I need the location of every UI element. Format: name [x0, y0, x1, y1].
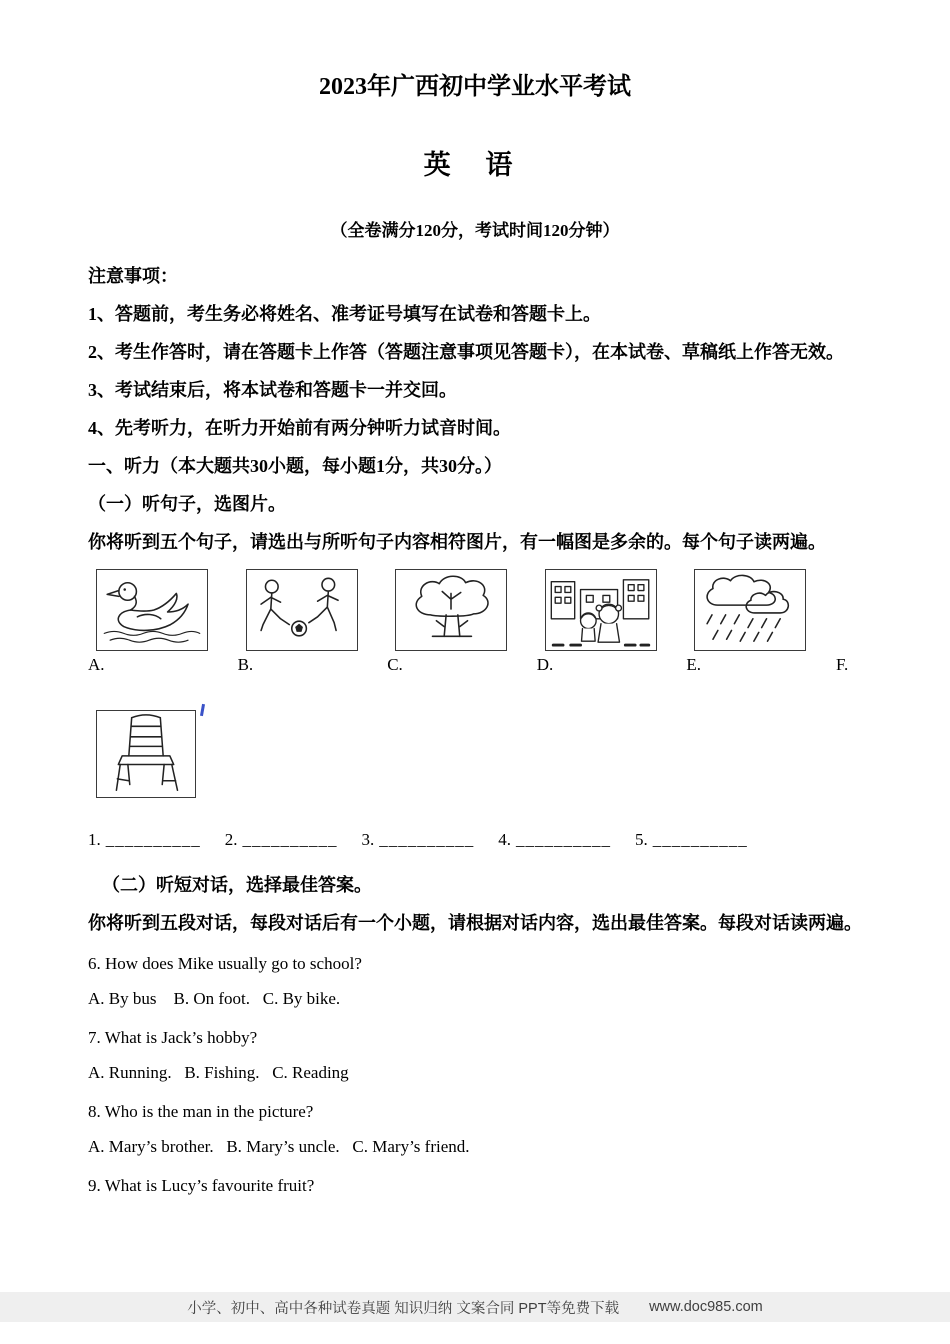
blank-line: __________ [105, 830, 201, 849]
question-6-options: A. By bus B. On foot. C. By bike. [88, 989, 341, 1008]
blank-number: 3. [361, 830, 375, 849]
chair-image [96, 710, 196, 798]
notice-item-4: 4、先考听力，在听力开始前有两分钟听力试音时间。 [88, 418, 511, 438]
part2-heading: （二）听短对话，选择最佳答案。 [102, 875, 372, 895]
exam-info-line: （全卷满分120分，考试时间120分钟） [330, 221, 620, 240]
soccer-kids-icon [248, 572, 356, 648]
footer-url: www.doc985.com [649, 1299, 763, 1315]
picture-option-f-image-wrap [88, 710, 196, 798]
blue-mark-artifact [200, 704, 205, 716]
blank-line: __________ [242, 830, 338, 849]
listening-section-heading: 一、听力（本大题共30小题，每小题1分，共30分。） [88, 456, 502, 476]
tree-image [395, 569, 507, 651]
chair-icon [101, 712, 191, 796]
part2-instruction: 你将听到五段对话，每段对话后有一个小题，请根据对话内容，选出最佳答案。每段对话读两遍。 [88, 913, 862, 933]
picture-option-e-label: E. [686, 655, 702, 674]
answer-blank-5 [635, 830, 748, 850]
part1-instruction: 你将听到五个句子，请选出与所听句子内容相符图片，有一幅图是多余的。每个句子读两遍。 [88, 532, 826, 552]
question-7: 7. What is Jack’s hobby? [88, 1028, 258, 1047]
soccer-kids-image [246, 569, 358, 651]
tree-icon [397, 572, 505, 648]
blank-number: 2. [224, 830, 238, 849]
picture-options-row [88, 569, 862, 676]
blank-number: 5. [635, 830, 648, 849]
question-8: 8. Who is the man in the picture? [88, 1102, 314, 1121]
answer-blank-2 [225, 830, 338, 850]
notice-item-1: 1、答题前，考生务必将姓名、准考证号填写在试卷和答题卡上。 [88, 304, 601, 324]
picture-option-e [686, 569, 804, 676]
answer-blanks-row [88, 830, 862, 850]
notices-heading: 注意事项： [88, 266, 178, 286]
blank-line: __________ [379, 830, 475, 849]
blank-number: 1. [88, 830, 101, 849]
notice-item-3: 3、考试结束后，将本试卷和答题卡一并交回。 [88, 380, 457, 400]
notice-item-2: 2、考生作答时，请在答题卡上作答（答题注意事项见答题卡），在本试卷、草稿纸上作答无效。 [88, 342, 844, 362]
picture-option-f [836, 654, 862, 676]
exam-title: 2023年广西初中学业水平考试 [319, 74, 631, 100]
answer-blank-1 [88, 830, 201, 850]
footer-text: 小学、初中、高中各种试卷真题 知识归纳 文案合同 PPT等免费下载 [187, 1300, 620, 1317]
duck-image [96, 569, 208, 651]
picture-option-b [238, 569, 356, 676]
picture-option-a-label: A. [88, 655, 105, 674]
rain-cloud-image [694, 569, 806, 651]
page-footer [0, 1292, 950, 1322]
question-6: 6. How does Mike usually go to school? [88, 954, 362, 973]
blank-line: __________ [516, 830, 611, 849]
part1-heading: （一）听句子，选图片。 [88, 494, 286, 514]
picture-option-d [537, 569, 655, 676]
question-9: 9. What is Lucy’s favourite fruit? [88, 1176, 315, 1195]
picture-option-d-label: D. [536, 655, 554, 674]
school-kids-image [545, 569, 657, 651]
question-8-options: A. Mary’s brother. B. Mary’s uncle. C. Mary’s friend. [88, 1137, 470, 1156]
subject-title: 英 语 [423, 150, 527, 180]
answer-blank-3 [362, 830, 475, 850]
picture-option-c-label: C. [387, 655, 403, 674]
blank-number: 4. [498, 830, 511, 849]
picture-option-c [387, 569, 505, 676]
question-7-options: A. Running. B. Fishing. C. Reading [88, 1063, 349, 1082]
rain-cloud-icon [696, 572, 804, 648]
picture-option-a [88, 569, 206, 676]
blank-line: __________ [652, 830, 748, 849]
answer-blank-4 [498, 830, 611, 850]
picture-option-f-label: F. [835, 655, 849, 674]
duck-icon [98, 572, 206, 648]
school-kids-icon [547, 572, 655, 648]
picture-option-b-label: B. [237, 655, 254, 674]
